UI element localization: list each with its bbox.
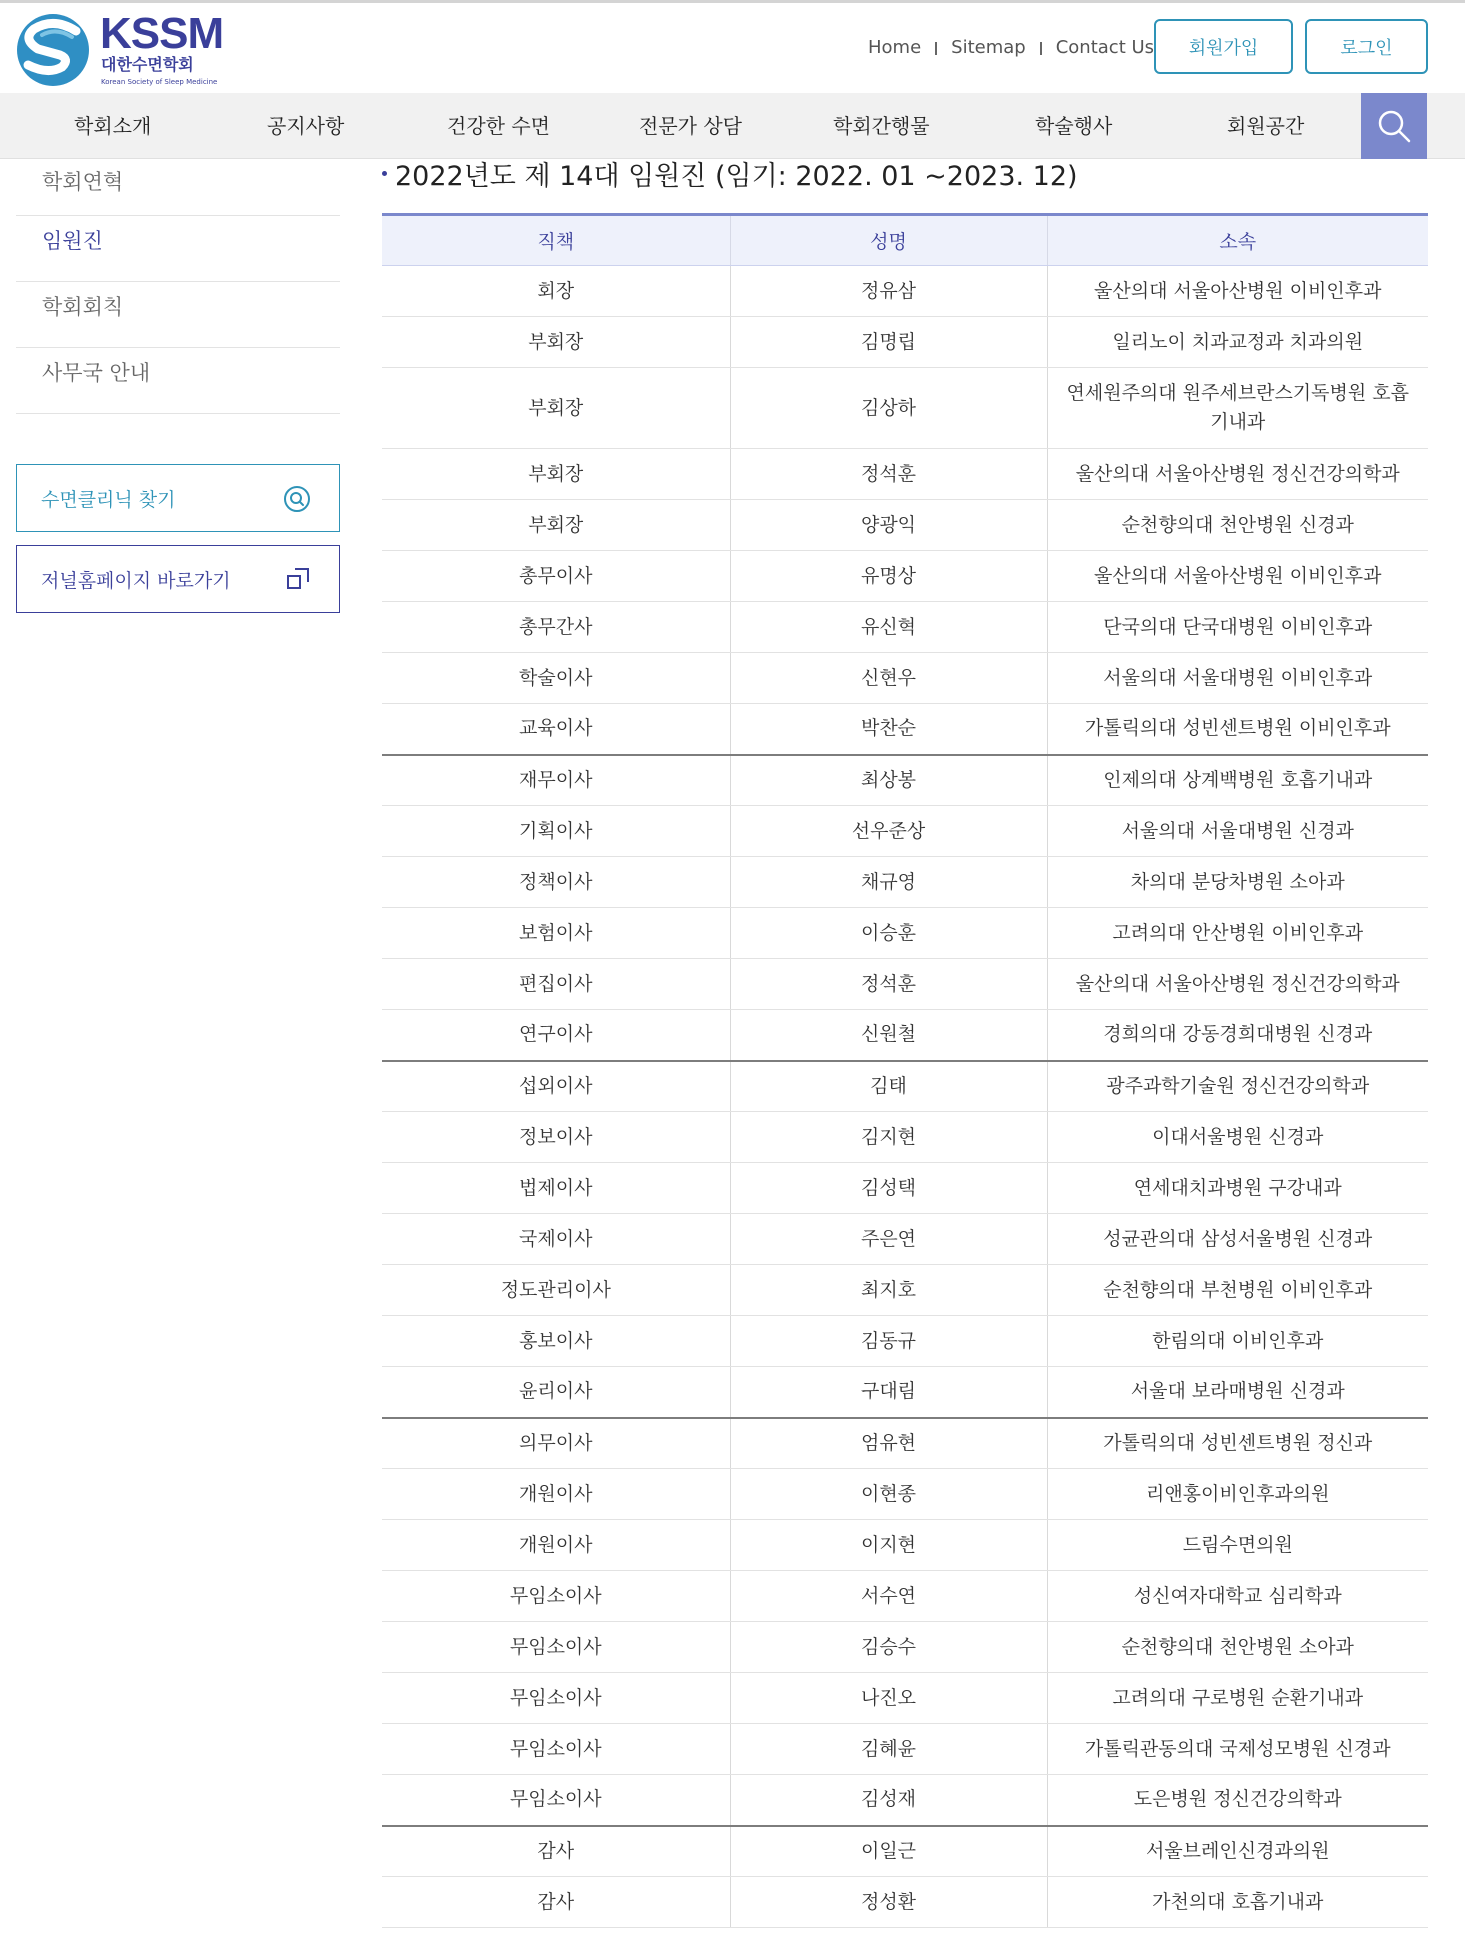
cell-position: 감사: [382, 1826, 730, 1877]
cell-position: 정도관리이사: [382, 1265, 730, 1316]
cell-affiliation: 서울의대 서울대병원 이비인후과: [1047, 653, 1428, 704]
cell-position: 법제이사: [382, 1163, 730, 1214]
table-row: [382, 449, 1428, 500]
cell-name: 서수연: [730, 1571, 1047, 1622]
cell-name: 최지호: [730, 1265, 1047, 1316]
cell-affiliation: 울산의대 서울아산병원 정신건강의학과: [1047, 959, 1428, 1010]
cell-affiliation: 차의대 분당차병원 소아과: [1047, 857, 1428, 908]
cell-name: 유신혁: [730, 602, 1047, 653]
cell-name: 유명상: [730, 551, 1047, 602]
cell-name: 최상봉: [730, 755, 1047, 806]
cell-position: 감사: [382, 1877, 730, 1928]
nav-item-publications[interactable]: 학회간행물: [833, 114, 930, 138]
cell-affiliation: 순천향의대 천안병원 신경과: [1047, 500, 1428, 551]
cell-name: 정석훈: [730, 959, 1047, 1010]
table-row: [382, 1316, 1428, 1367]
table-row: [382, 1673, 1428, 1724]
cell-name: 주은연: [730, 1214, 1047, 1265]
cell-position: 개원이사: [382, 1520, 730, 1571]
officers-table-body: [382, 266, 1428, 1928]
table-row: [382, 1571, 1428, 1622]
journal-homepage-label: 저널홈페이지 바로가기: [41, 569, 231, 592]
sidebar-item-office-info[interactable]: 사무국 안내: [16, 348, 340, 414]
cell-affiliation: 연세대치과병원 구강내과: [1047, 1163, 1428, 1214]
cell-position: 개원이사: [382, 1469, 730, 1520]
external-link-icon: [285, 566, 311, 592]
table-row: [382, 1163, 1428, 1214]
search-button[interactable]: [1361, 93, 1427, 159]
table-row: [382, 1469, 1428, 1520]
table-row: [382, 857, 1428, 908]
cell-affiliation: 순천향의대 천안병원 소아과: [1047, 1622, 1428, 1673]
table-row: [382, 1724, 1428, 1775]
find-sleep-clinic-label: 수면클리닉 찾기: [41, 488, 176, 511]
nav-item-about[interactable]: 학회소개: [74, 114, 152, 138]
utility-links: [868, 37, 1154, 58]
table-row: [382, 653, 1428, 704]
join-button[interactable]: 회원가입: [1154, 19, 1293, 74]
nav-item-notice[interactable]: 공지사항: [267, 114, 345, 138]
sidebar-item-history[interactable]: 학회연혁: [16, 159, 340, 216]
cell-affiliation: 드림수면의원: [1047, 1520, 1428, 1571]
cell-affiliation: 리앤홍이비인후과의원: [1047, 1469, 1428, 1520]
cell-affiliation: 가톨릭관동의대 국제성모병원 신경과: [1047, 1724, 1428, 1775]
cell-name: 김성재: [730, 1775, 1047, 1826]
login-button[interactable]: 로그인: [1305, 19, 1428, 74]
cell-position: 무임소이사: [382, 1571, 730, 1622]
cell-position: 회장: [382, 266, 730, 317]
cell-affiliation: 이대서울병원 신경과: [1047, 1112, 1428, 1163]
table-row: [382, 806, 1428, 857]
cell-affiliation: 경희의대 강동경희대병원 신경과: [1047, 1010, 1428, 1061]
cell-name: 김혜윤: [730, 1724, 1047, 1775]
cell-position: 부회장: [382, 500, 730, 551]
logo-title: KSSM: [100, 9, 224, 58]
column-header-affiliation: 소속: [1047, 215, 1428, 266]
table-row: [382, 500, 1428, 551]
contact-us-link[interactable]: Contact Us: [1055, 37, 1155, 58]
table-row: [382, 1622, 1428, 1673]
sidebar-menu: [16, 159, 340, 414]
divider: [935, 42, 937, 55]
cell-name: 선우준상: [730, 806, 1047, 857]
cell-affiliation: 가톨릭의대 성빈센트병원 이비인후과: [1047, 704, 1428, 755]
main-nav: [0, 93, 1465, 159]
cell-name: 이지현: [730, 1520, 1047, 1571]
nav-item-members[interactable]: 회원공간: [1227, 114, 1305, 138]
table-row: [382, 1010, 1428, 1061]
table-row: [382, 1061, 1428, 1112]
home-link[interactable]: Home: [868, 37, 922, 58]
cell-affiliation: 단국의대 단국대병원 이비인후과: [1047, 602, 1428, 653]
cell-affiliation: 울산의대 서울아산병원 이비인후과: [1047, 551, 1428, 602]
cell-position: 국제이사: [382, 1214, 730, 1265]
cell-affiliation: 한림의대 이비인후과: [1047, 1316, 1428, 1367]
cell-name: 나진오: [730, 1673, 1047, 1724]
table-row: [382, 266, 1428, 317]
bullet-icon: [382, 171, 387, 176]
cell-position: 총무간사: [382, 602, 730, 653]
cell-position: 무임소이사: [382, 1673, 730, 1724]
cell-position: 섭외이사: [382, 1061, 730, 1112]
search-circle-icon: [283, 485, 311, 513]
cell-position: 홍보이사: [382, 1316, 730, 1367]
cell-affiliation: 서울의대 서울대병원 신경과: [1047, 806, 1428, 857]
sidebar-item-officers[interactable]: 임원진: [16, 216, 340, 282]
table-row: [382, 1418, 1428, 1469]
cell-position: 총무이사: [382, 551, 730, 602]
table-row: [382, 1265, 1428, 1316]
table-header-row: [382, 215, 1428, 266]
cell-position: 무임소이사: [382, 1724, 730, 1775]
cell-name: 채규영: [730, 857, 1047, 908]
column-header-name: 성명: [730, 215, 1047, 266]
logo-name-en: Korean Society of Sleep Medicine: [101, 78, 218, 86]
cell-affiliation: 순천향의대 부천병원 이비인후과: [1047, 1265, 1428, 1316]
cell-position: 무임소이사: [382, 1622, 730, 1673]
column-header-position: 직책: [382, 215, 730, 266]
cell-name: 이일근: [730, 1826, 1047, 1877]
cell-position: 학술이사: [382, 653, 730, 704]
divider: [1040, 42, 1042, 55]
cell-affiliation: 도은병원 정신건강의학과: [1047, 1775, 1428, 1826]
cell-position: 윤리이사: [382, 1367, 730, 1418]
cell-position: 보험이사: [382, 908, 730, 959]
table-row: [382, 1826, 1428, 1877]
cell-affiliation: 일리노이 치과교정과 치과의원: [1047, 317, 1428, 368]
table-row: [382, 1775, 1428, 1826]
table-row: [382, 1214, 1428, 1265]
cell-affiliation: 서울브레인신경과의원: [1047, 1826, 1428, 1877]
site-header: [0, 3, 1465, 93]
table-row: [382, 1877, 1428, 1928]
cell-affiliation: 가톨릭의대 성빈센트병원 정신과: [1047, 1418, 1428, 1469]
nav-item-healthy-sleep[interactable]: 건강한 수면: [447, 114, 550, 138]
cell-position: 의무이사: [382, 1418, 730, 1469]
table-row: [382, 755, 1428, 806]
table-row: [382, 317, 1428, 368]
cell-affiliation: 인제의대 상계백병원 호흡기내과: [1047, 755, 1428, 806]
cell-name: 엄유현: [730, 1418, 1047, 1469]
sidebar-item-bylaws[interactable]: 학회회칙: [16, 282, 340, 348]
cell-name: 이승훈: [730, 908, 1047, 959]
journal-homepage-button[interactable]: [16, 545, 340, 613]
cell-affiliation: 가천의대 호흡기내과: [1047, 1877, 1428, 1928]
search-icon: [1376, 108, 1412, 144]
cell-name: 정유삼: [730, 266, 1047, 317]
cell-position: 교육이사: [382, 704, 730, 755]
cell-position: 부회장: [382, 317, 730, 368]
cell-name: 신현우: [730, 653, 1047, 704]
cell-position: 부회장: [382, 368, 730, 449]
find-sleep-clinic-button[interactable]: [16, 464, 340, 532]
cell-name: 김상하: [730, 368, 1047, 449]
table-row: [382, 1520, 1428, 1571]
cell-affiliation: 성신여자대학교 심리학과: [1047, 1571, 1428, 1622]
sitemap-link[interactable]: Sitemap: [951, 37, 1026, 58]
officers-table: [382, 213, 1428, 1928]
cell-name: 김태: [730, 1061, 1047, 1112]
cell-name: 김승수: [730, 1622, 1047, 1673]
nav-item-expert-consult[interactable]: 전문가 상담: [639, 114, 742, 138]
table-row: [382, 704, 1428, 755]
page-title: [382, 157, 1078, 197]
cell-name: 박찬순: [730, 704, 1047, 755]
cell-name: 김명립: [730, 317, 1047, 368]
kssm-logo-icon: [14, 11, 92, 89]
cell-affiliation: 울산의대 서울아산병원 정신건강의학과: [1047, 449, 1428, 500]
cell-position: 정책이사: [382, 857, 730, 908]
logo[interactable]: [14, 9, 244, 89]
cell-affiliation: 서울대 보라매병원 신경과: [1047, 1367, 1428, 1418]
cell-affiliation: 고려의대 안산병원 이비인후과: [1047, 908, 1428, 959]
table-row: [382, 602, 1428, 653]
cell-name: 이현종: [730, 1469, 1047, 1520]
cell-name: 양광익: [730, 500, 1047, 551]
table-row: [382, 908, 1428, 959]
cell-name: 신원철: [730, 1010, 1047, 1061]
cell-affiliation: 성균관의대 삼성서울병원 신경과: [1047, 1214, 1428, 1265]
table-row: [382, 959, 1428, 1010]
logo-name-ko: 대한수면학회: [101, 55, 194, 74]
cell-name: 김동규: [730, 1316, 1047, 1367]
table-row: [382, 368, 1428, 449]
cell-name: 구대림: [730, 1367, 1047, 1418]
cell-position: 연구이사: [382, 1010, 730, 1061]
cell-affiliation: 광주과학기술원 정신건강의학과: [1047, 1061, 1428, 1112]
cell-affiliation: 고려의대 구로병원 순환기내과: [1047, 1673, 1428, 1724]
cell-name: 김지현: [730, 1112, 1047, 1163]
table-row: [382, 1112, 1428, 1163]
table-row: [382, 1367, 1428, 1418]
table-row: [382, 551, 1428, 602]
cell-affiliation: 울산의대 서울아산병원 이비인후과: [1047, 266, 1428, 317]
cell-affiliation: 연세원주의대 원주세브란스기독병원 호흡기내과: [1047, 368, 1428, 449]
cell-name: 정석훈: [730, 449, 1047, 500]
cell-position: 편집이사: [382, 959, 730, 1010]
cell-position: 기획이사: [382, 806, 730, 857]
page-title-text: 2022년도 제 14대 임원진 (임기: 2022. 01 ~2023. 12): [395, 161, 1078, 192]
cell-position: 부회장: [382, 449, 730, 500]
nav-item-academic-events[interactable]: 학술행사: [1035, 114, 1113, 138]
cell-name: 정성환: [730, 1877, 1047, 1928]
cell-name: 김성택: [730, 1163, 1047, 1214]
cell-position: 무임소이사: [382, 1775, 730, 1826]
cell-position: 정보이사: [382, 1112, 730, 1163]
cell-position: 재무이사: [382, 755, 730, 806]
